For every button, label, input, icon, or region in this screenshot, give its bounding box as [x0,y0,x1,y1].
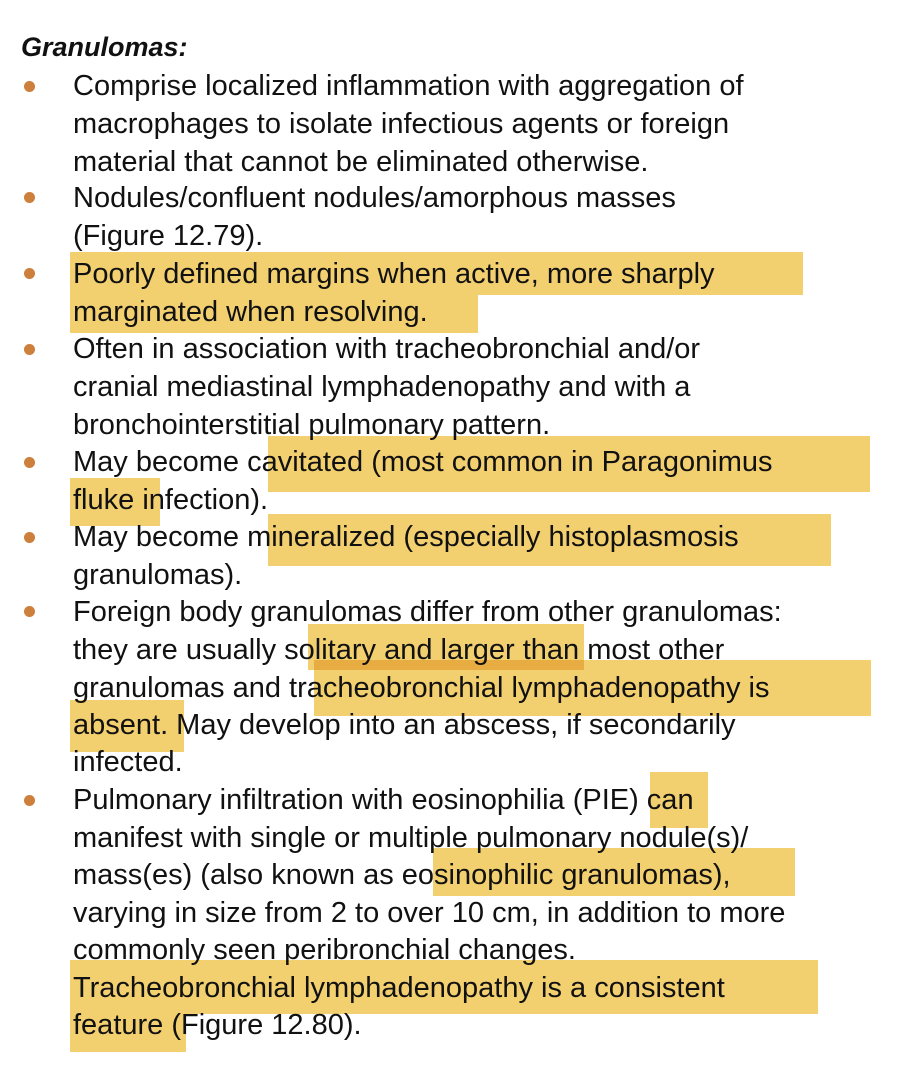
bullet-text-line: varying in size from 2 to over 10 cm, in addition to more [73,897,786,929]
bullet-text-line: Pulmonary infiltration with eosinophilia (PIE) can [73,784,694,816]
bullet-dot [24,532,35,543]
bullet-dot [24,81,35,92]
bullet-text-line: commonly seen peribronchial changes. [73,934,576,966]
bullet-dot [24,344,35,355]
bullet-dot [24,606,35,617]
bullet-text-line: (Figure 12.79). [73,220,264,252]
bullet-text-line: macrophages to isolate infectious agents or foreign [73,108,730,140]
bullet-text-line: feature (Figure 12.80). [73,1009,362,1041]
bullet-dot [24,268,35,279]
bullet-text-line: Tracheobronchial lymphadenopathy is a consistent [73,972,725,1004]
bullet-text-line: granulomas). [73,559,243,591]
bullet-text-line: May become cavitated (most common in Paragonimus [73,446,773,478]
bullet-text-line: infected. [73,746,183,778]
bullet-text-line: Comprise localized inflammation with aggregation of [73,70,744,102]
section-heading: Granulomas: [21,32,188,62]
bullet-text-line: Foreign body granulomas differ from other granulomas: [73,596,782,628]
bullet-text-line: material that cannot be eliminated otherwise. [73,146,649,178]
bullet-text-line: cranial mediastinal lymphadenopathy and with a [73,371,691,403]
bullet-text-line: fluke infection). [73,484,269,516]
bullet-text-line: manifest with single or multiple pulmonary nodule(s)/ [73,822,749,854]
bullet-text-line: Poorly defined margins when active, more sharply [73,258,715,290]
bullet-dot [24,457,35,468]
bullet-text-line: granulomas and tracheobronchial lymphadenopathy is [73,672,770,704]
bullet-text-line: marginated when resolving. [73,296,428,328]
bullet-text-line: mass(es) (also known as eosinophilic granulomas), [73,859,731,891]
bullet-text-line: Nodules/confluent nodules/amorphous masses [73,182,676,214]
bullet-text-line: May become mineralized (especially histoplasmosis [73,521,739,553]
bullet-text-line: they are usually solitary and larger than most other [73,634,725,666]
bullet-text-line: absent. May develop into an abscess, if secondarily [73,709,736,741]
bullet-text-line: bronchointerstitial pulmonary pattern. [73,409,551,441]
bullet-dot [24,795,35,806]
bullet-dot [24,192,35,203]
bullet-text-line: Often in association with tracheobronchial and/or [73,333,701,365]
